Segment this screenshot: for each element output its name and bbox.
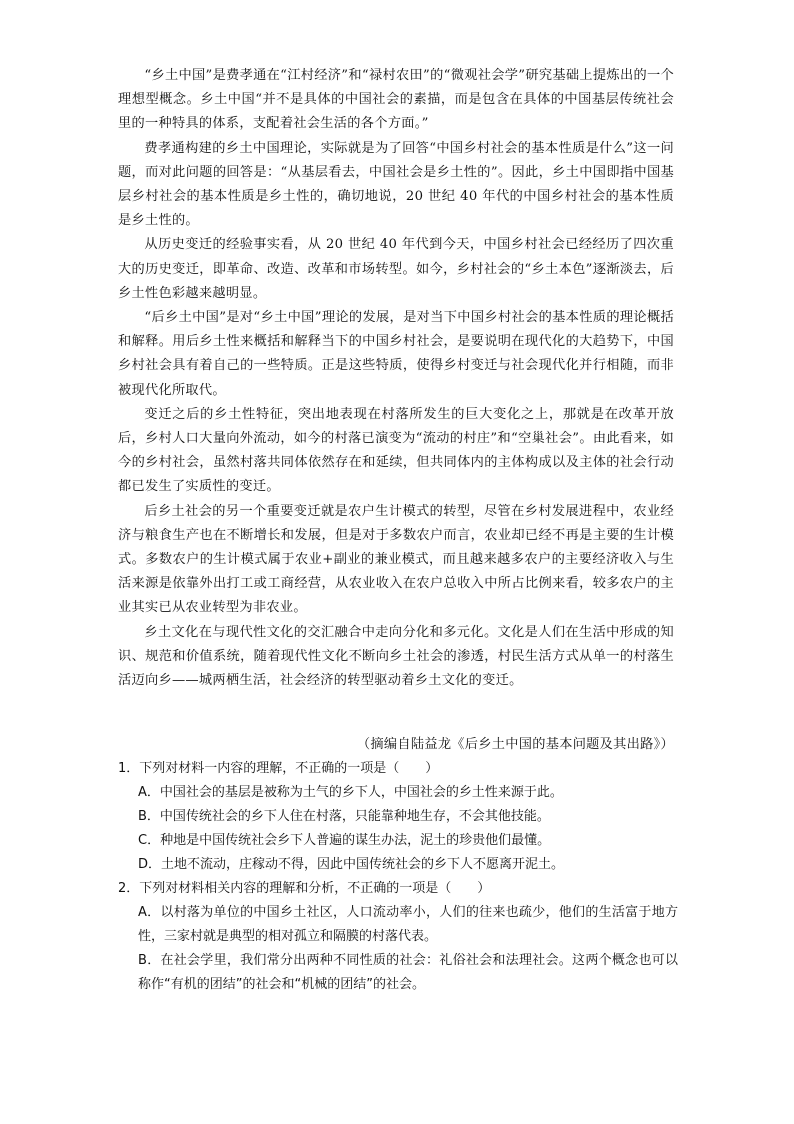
passage-paragraph-2: 费孝通构建的乡土中国理论，实际就是为了回答“中国乡村社会的基本性质是什么”这一问题，而对此问题的回答是：“从基层看去，中国社会是乡土性的”。因此，乡土中国即指中国基层乡村社会的基本性质是乡土性的，确切地说，20 世纪 40 年代的中国乡村社会的基本性质是乡土性的。 xyxy=(118,140,674,229)
question-2-option-a: A．以村落为单位的中国乡土社区，人口流动率小，人们的往来也疏少，他们的生活富于地方性，三家村就是典型的相对孤立和隔膜的村落代表。 xyxy=(138,905,678,944)
passage-paragraph-7: 乡土文化在与现代性文化的交汇融合中走向分化和多元化。文化是人们在生活中形成的知识、规范和价值系统，随着现代性文化不断向乡土社会的渗透，村民生活方式从单一的村落生活迈向乡——城两栖生活，社会经济的转型驱动着乡土文化的变迁。 xyxy=(118,624,674,689)
question-2 xyxy=(118,877,678,997)
question-2-option-b: B．在社会学里，我们常分出两种不同性质的社会：礼俗社会和法理社会。这两个概念也可以称作“有机的团结”的社会和“机械的团结”的社会。 xyxy=(138,953,678,992)
question-1-option-a: A．中国社会的基层是被称为土气的乡下人，中国社会的乡土性来源于此。 xyxy=(138,785,563,800)
reading-passage xyxy=(118,64,674,693)
passage-paragraph-6: 后乡土社会的另一个重要变迁就是农户生计模式的转型，尽管在乡村发展进程中，农业经济与粮食生产也在不断增长和发展，但是对于多数农户而言，农业却已经不再是主要的生计模式。多数农户的生计模式属于农业+副业的兼业模式，而且越来越多农户的主要经济收入与生活来源是依靠外出打工或工商经营，从农业收入在农户总收入中所占比例来看，较多农户的主业其实已从农业转型为非农业。 xyxy=(118,503,674,616)
passage-paragraph-4: “后乡土中国”是对“乡土中国”理论的发展，是对当下中国乡村社会的基本性质的理论概括和解释。用后乡土性来概括和解释当下的中国乡村社会，是要说明在现代化的大趋势下，中国乡村社会具有着自己的一些特质。正是这些特质，使得乡村变迁与社会现代化并行相随，而非被现代化所取代。 xyxy=(118,310,674,398)
passage-source: （摘编自陆益龙《后乡土中国的基本问题及其出路》） xyxy=(356,737,674,752)
question-2-stem: 2．下列对材料相关内容的理解和分析，不正确的一项是（ ） xyxy=(118,881,491,896)
passage-paragraph-1: “乡土中国”是费孝通在“江村经济”和“禄村农田”的“微观社会学”研究基础上提炼出的一个理想型概念。乡土中国“并不是具体的中国社会的素描，而是包含在具体的中国基层传统社会里的一种特具的体系，支配着社会生活的各个方面。” xyxy=(118,68,674,132)
question-1-option-d: D．土地不流动，庄稼动不得，因此中国传统社会的乡下人不愿离开泥土。 xyxy=(138,857,565,872)
question-1 xyxy=(118,757,678,877)
passage-paragraph-3: 从历史变迁的经验事实看，从 20 世纪 40 年代到今天，中国乡村社会已经经历了四次重大的历史变迁，即革命、改造、改革和市场转型。如今，乡村社会的“乡土本色”逐渐淡去，后乡土性色彩越来越明显。 xyxy=(118,237,674,301)
passage-paragraph-5: 变迁之后的乡土性特征，突出地表现在村落所发生的巨大变化之上，那就是在改革开放后，乡村人口大量向外流动，如今的村落已演变为“流动的村庄”和“空巢社会”。由此看来，如今的乡村社会，虽然村落共同体依然存在和延续，但共同体内的主体构成以及主体的社会行动都已发生了实质性的变迁。 xyxy=(118,406,674,495)
question-1-option-c: C．种地是中国传统社会乡下人普遍的谋生办法，泥土的珍贵他们最懂。 xyxy=(138,833,551,848)
question-1-option-b: B．中国传统社会的乡下人住在村落，只能靠种地生存，不会其他技能。 xyxy=(138,809,550,824)
question-list xyxy=(118,757,678,997)
question-1-stem: 1．下列对材料一内容的理解，不正确的一项是（ ） xyxy=(118,761,439,776)
